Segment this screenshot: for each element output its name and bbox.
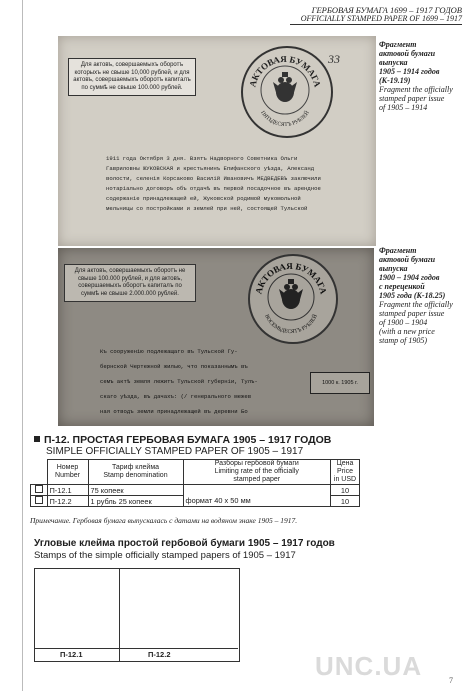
table-row: П-12.1 75 копеек 10 bbox=[31, 485, 360, 496]
page-number: 7 bbox=[449, 676, 453, 685]
fragment-2-seal-top-text: АКТОВАЯ БУМАГА bbox=[253, 260, 329, 296]
fragment-1-stamp-text: Для актовъ, совершаемыхъ оборотъ которыхъ не свыше 10,000 рублей, и для актовъ, совершаемыхъ оборотъ капиталъ по суммѣ не свыше 100.000 рублей. bbox=[68, 58, 196, 96]
section-bullet-icon bbox=[34, 436, 40, 442]
header-rule bbox=[290, 24, 462, 25]
corner-stamps-title: Угловые клейма простой гербовой бумаги 1905 – 1917 годов bbox=[34, 538, 335, 549]
fragment-1-seal-bottom-text: ПЯТЬДЕСЯТЪ РУБЛЕЙ bbox=[259, 110, 311, 129]
double-eagle-icon bbox=[279, 279, 303, 309]
col-number: Номер Number bbox=[47, 460, 88, 485]
row-checkbox[interactable] bbox=[35, 496, 43, 504]
running-header-ru: ГЕРБОВАЯ БУМАГА 1699 – 1917 ГОДОВ bbox=[311, 5, 462, 15]
fragment-2-stamp-text: Для актовъ, совершаемыхъ оборотъ не свыше 100.000 рублей, и для актовъ, совершаемыхъ оборотъ капиталъ по суммѣ не свыше 2.000.000 рублей. bbox=[64, 264, 196, 302]
fragment-1-number: 33 bbox=[328, 52, 340, 66]
corner-stamps-captions bbox=[34, 648, 238, 661]
caption-p12-2: П-12.2 bbox=[148, 650, 171, 659]
fragment-1-seal bbox=[241, 46, 333, 138]
fragment-1-photo bbox=[58, 36, 376, 246]
price-table bbox=[30, 459, 360, 507]
corner-stamps-subtitle: Stamps of the simple officially stamped papers of 1905 – 1917 bbox=[34, 550, 296, 561]
fragment-2-text: Къ сооруженію подлежащаго въ Тульской Гу- бернской Чертежной жилью, что показаннымъ въ семъ актѣ земля лежитъ Тульской губерніи, Тулъ- скаго уѣзда, въ дачахъ: (/ генерального межев ная отводъ земли принадлежащей въ деревни Бо bbox=[100, 348, 258, 415]
table-header-row bbox=[31, 460, 360, 485]
fragment-2-seal bbox=[248, 254, 338, 344]
fragment-1-seal-top-text: АКТОВАЯ БУМАГА bbox=[247, 53, 323, 89]
fragment-1-text: 1911 года Октября 3 дня. Взятъ Надворного Советника Ольги Гавриловны ЖУКОВСКАЯ и крестьянинъ Епифанского уѣзда, Александ волости, селенія Корсаково Василій Ивановичъ МЕДВЕДЕВЪ заключили нотаріально договоръ объ отдачѣ въ первой посадочное въ арендное содержаніе принадлежащей ей, Жуковской родимой мукомольной мельницы со постройками и землей при ней, состоящей Тульской bbox=[106, 155, 321, 212]
fragment-2-caption: Фрагмент актовой бумаги выпуска 1900 – 1904 годов с переценкой 1905 года (К-18.25) Fragment the officially stamped paper issue of 1900 – 1904 (with a new price stamp of 1905) bbox=[379, 246, 453, 345]
caption-p12-1: П-12.1 bbox=[60, 650, 83, 659]
double-eagle-icon bbox=[273, 72, 297, 102]
col-price: Цена Price in USD bbox=[331, 460, 360, 485]
running-header-en: OFFICIALLY STAMPED PAPER OF 1699 – 1917 bbox=[300, 14, 462, 23]
page-margin-line bbox=[22, 0, 23, 691]
fragment-2-photo bbox=[58, 248, 374, 426]
section-title: П-12. ПРОСТАЯ ГЕРБОВАЯ БУМАГА 1905 – 1917 ГОДОВ bbox=[34, 434, 331, 446]
watermark: UNC.UA bbox=[315, 651, 423, 681]
table-row: П-12.2 1 рубль 25 копеек формат 40 х 50 мм 10 bbox=[31, 496, 360, 507]
fragment-1-caption: Фрагмент актовой бумаги выпуска 1905 – 1914 годов (К-19.19) Fragment the officially stamped paper issue of 1905 – 1914 bbox=[379, 40, 453, 112]
col-sizes: Разборы гербовой бумаги Limiting rate of the officially stamped paper bbox=[183, 460, 331, 485]
price-overprint-stamp: 1000 к. 1905 г. bbox=[310, 372, 370, 394]
col-tariff: Тариф клейма Stamp denomination bbox=[88, 460, 183, 485]
table-note: Примечание. Гербовая бумага выпускалась с датами на водяном знаке 1905 – 1917. bbox=[30, 516, 298, 525]
fragment-2-seal-bottom-text: ВОСЕМЬДЕСЯТЪ РУБЛЕЙ bbox=[263, 313, 319, 336]
section-subtitle: SIMPLE OFFICIALLY STAMPED PAPER OF 1905 – 1917 bbox=[46, 446, 304, 457]
row-checkbox[interactable] bbox=[35, 485, 43, 493]
